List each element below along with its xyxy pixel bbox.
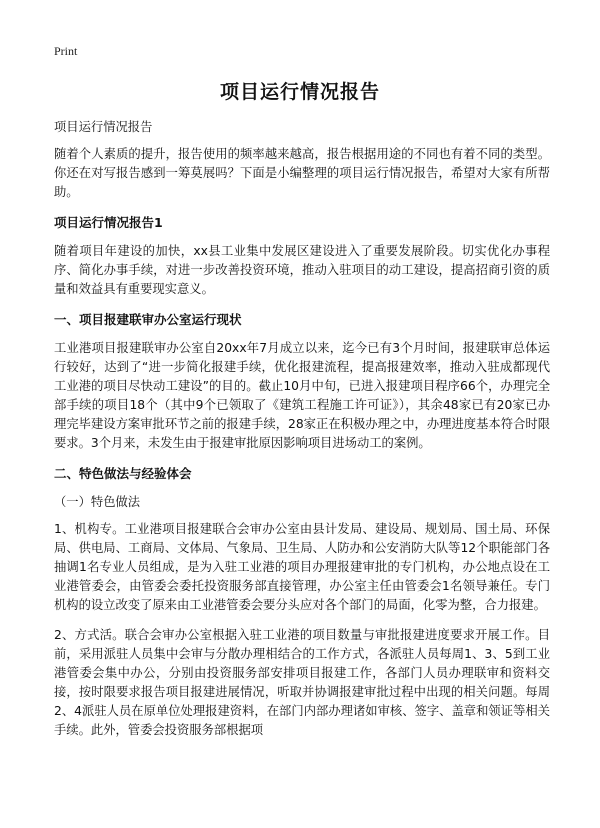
intro-paragraph: 随着个人素质的提升，报告使用的频率越来越高，报告根据用途的不同也有着不同的类型。你还在对写报告感到一筹莫展吗？下面是小编整理的项目运行情况报告，希望对大家有所帮助。 (54, 147, 550, 199)
document-subtitle: 项目运行情况报告 (54, 120, 153, 134)
page-title: 项目运行情况报告 (219, 81, 380, 103)
section2-heading: 二、特色做法与经验体会 (54, 466, 192, 481)
subsection1-heading: （一）特色做法 (54, 495, 141, 509)
section1-heading: 一、项目报建联审办公室运行现状 (54, 312, 242, 327)
section1-paragraph: 工业港项目报建联审办公室自20xx年7月成立以来，迄今已有3个月时间，报建联审总体运行较好，达到了“进一步简化报建手续，优化报建流程，提高报建效率，推动入驻成都现代工业港的项目尽快动工建设”的目的。截止10月中旬，已进入报建项目程序66个，办理完全部手续的项目18个（其中9个已领取了《建筑工程施工许可证》），其余48家已有20家已办理完毕建设方案审批环节之前的报建手续，28家正在积极办理之中，办理进度基本符合时限要求。3个月来，未发生由于报建审批原因影响项目进场动工的案例。 (54, 341, 550, 450)
print-label: Print (54, 44, 78, 58)
paragraph-fangshi: 2、方式活。联合会审办公室根据入驻工业港的项目数量与审批报建进度要求开展工作。目前，采用派驻人员集中会审与分散办理相结合的工作方式，各派驻人员每周1、3、5到工业港管委会集中办公，分别由投资服务部安排项目报建工作，各部门人员办理联审和资料交接，按时限要求报告项目报建进展情况，听取并协调报建审批过程中出现的相关问题。每周2、4派驻人员在原单位处理报建资料，在部门内部办理诸如审核、签字、盖章和领证等相关手续。此外，管委会投资服务部根据项 (54, 628, 550, 737)
report1-intro-paragraph: 随着项目年建设的加快，xx县工业集中发展区建设进入了重要发展阶段。切实优化办事程序、简化办事手续，对进一步改善投资环境，推动入驻项目的动工建设，提高招商引资的质量和效益具有重要现实意义。 (54, 244, 550, 296)
paragraph-jigou: 1、机构专。工业港项目报建联合会审办公室由县计发局、建设局、规划局、国土局、环保局、供电局、工商局、文体局、气象局、卫生局、人防办和公安消防大队等12个职能部门各抽调1名专业人员组成，是为入驻工业港的项目办理报建审批的专门机构，办公地点设在工业港管委会，由管委会委托投资服务部直接管理，办公室主任由管委会1名领导兼任。专门机构的设立改变了原来由工业港管委会要分头应对各个部门的局面，化零为整，合力报建。 (54, 522, 550, 612)
document-body (54, 118, 550, 751)
report1-heading: 项目运行情况报告1 (54, 215, 163, 230)
